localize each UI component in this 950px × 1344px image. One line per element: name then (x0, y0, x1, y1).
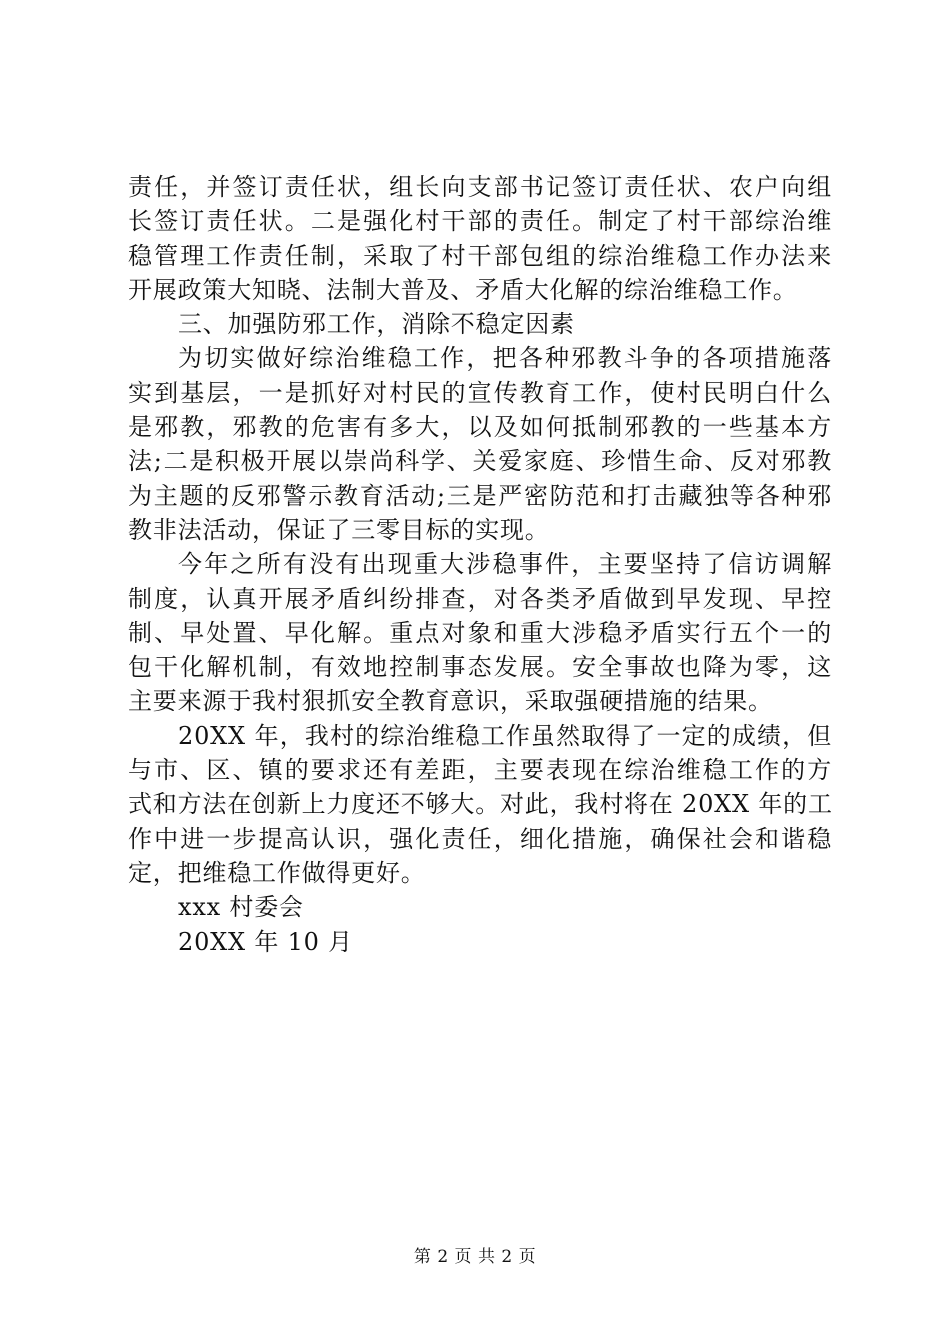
paragraph-line: 责任，并签订责任状，组长向支部书记签订责任状、农户向组 (128, 173, 832, 201)
paragraph-line: 稳管理工作责任制，采取了村干部包组的综治维稳工作办法来 (128, 241, 832, 270)
paragraph-line: 实到基层，一是抓好对村民的宣传教育工作，使村民明白什么 (128, 378, 832, 407)
paragraph-line: 制度，认真开展矛盾纠纷排查，对各类矛盾做到早发现、早控 (128, 584, 832, 613)
paragraph-line: 式和方法在创新上力度还不够大。对此，我村将在 20XX 年的工 (128, 790, 833, 819)
paragraph-line: 长签订责任状。二是强化村干部的责任。制定了村干部综治维 (128, 207, 832, 236)
paragraph-line: 制、早处置、早化解。重点对象和重大涉稳矛盾实行五个一的 (128, 618, 832, 647)
paragraph-line: 为主题的反邪警示教育活动;三是严密防范和打击藏独等各种邪 (128, 481, 832, 510)
paragraph-line: 作中进一步提高认识，强化责任，细化措施，确保社会和谐稳 (128, 824, 832, 853)
signature-date: 20XX 年 10 月 (178, 927, 353, 956)
paragraph-line: 教非法活动，保证了三零目标的实现。 (128, 515, 550, 544)
paragraph-line: 法;二是积极开展以崇尚科学、关爱家庭、珍惜生命、反对邪教 (128, 447, 832, 476)
paragraph-line: 开展政策大知晓、法制大普及、矛盾大化解的综治维稳工作。 (128, 275, 798, 304)
page-footer: 第 2 页 共 2 页 (413, 1247, 537, 1267)
paragraph-line: 今年之所有没有出现重大涉稳事件，主要坚持了信访调解 (178, 550, 832, 579)
paragraph-line: 为切实做好综治维稳工作，把各种邪教斗争的各项措施落 (178, 344, 832, 373)
section-heading: 三、加强防邪工作，消除不稳定因素 (178, 310, 575, 339)
signature-org: xxx 村委会 (178, 893, 304, 922)
document-body (128, 170, 832, 959)
paragraph-line: 20XX 年，我村的综治维稳工作虽然取得了一定的成绩，但 (178, 721, 832, 750)
paragraph-line: 定，把维稳工作做得更好。 (128, 858, 426, 887)
paragraph-line: 主要来源于我村狠抓安全教育意识，采取强硬措施的结果。 (128, 687, 773, 716)
paragraph-line: 与市、区、镇的要求还有差距，主要表现在综治维稳工作的方 (128, 756, 832, 785)
paragraph-line: 是邪教，邪教的危害有多大，以及如何抵制邪教的一些基本方 (128, 413, 832, 442)
paragraph-line: 包干化解机制，有效地控制事态发展。安全事故也降为零，这 (128, 653, 832, 682)
